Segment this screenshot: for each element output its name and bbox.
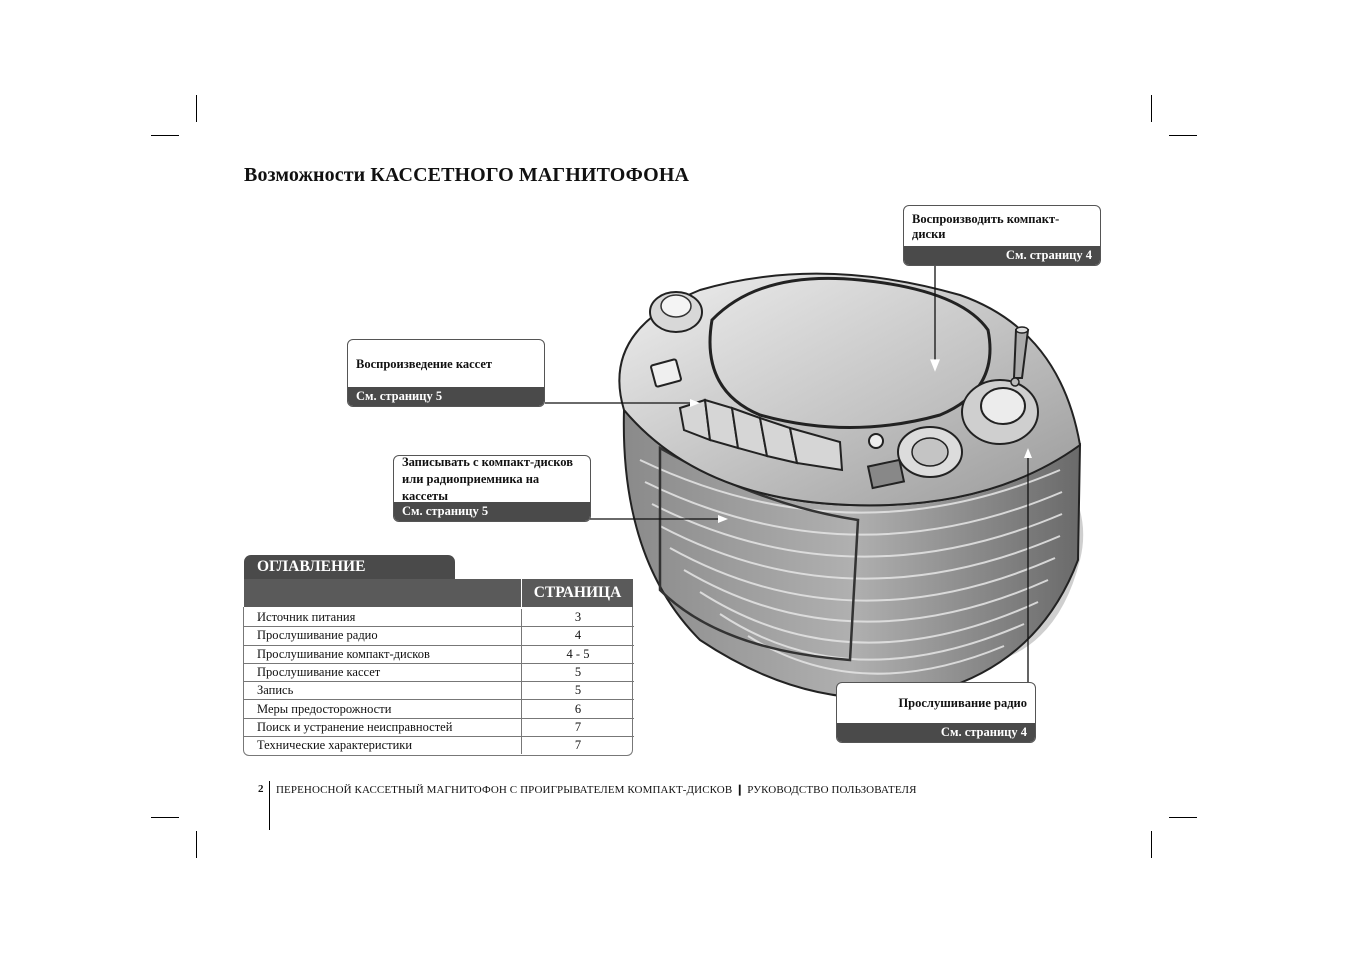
page-number: 2 bbox=[258, 783, 264, 795]
toc-item-page: 7 bbox=[522, 718, 635, 736]
toc-column-header: СТРАНИЦА bbox=[521, 579, 633, 607]
toc-item-page: 5 bbox=[522, 682, 635, 700]
cd-lid bbox=[710, 278, 990, 427]
toc-item-name: Прослушивание кассет bbox=[244, 663, 522, 681]
toc-item-name: Технические характеристики bbox=[244, 737, 522, 755]
toc-row bbox=[244, 700, 634, 718]
toc-item-page: 3 bbox=[522, 609, 635, 627]
toc-item-page: 7 bbox=[574, 738, 582, 753]
toc-table bbox=[244, 609, 634, 754]
toc-row bbox=[244, 609, 634, 627]
toc-item-page: 5 bbox=[522, 663, 635, 681]
callout-title-line: или радиоприемника на кассеты bbox=[402, 471, 540, 503]
callout-cassette-play bbox=[347, 339, 545, 407]
page-title: Возможности КАССЕТНОГО МАГНИТОФОНА bbox=[244, 164, 690, 186]
toc-item-page: 4 bbox=[522, 627, 635, 645]
toc-row bbox=[244, 663, 634, 681]
toc-row bbox=[244, 627, 634, 645]
toc-item-name: Источник питания bbox=[244, 609, 522, 627]
toc-item-name: Поиск и устранение неисправностей bbox=[244, 718, 522, 736]
callout-title: Воспроизводить компакт-диски bbox=[912, 212, 1060, 241]
callout-page-ref: См. страницу 5 bbox=[348, 387, 544, 406]
toc-row bbox=[244, 718, 634, 736]
footer-divider bbox=[269, 781, 270, 830]
toc-item-name: Меры предосторожности bbox=[244, 700, 522, 718]
toc-item-page: 4 - 5 bbox=[522, 645, 635, 663]
callout-radio bbox=[836, 682, 1036, 743]
callout-page-ref: См. страницу 4 bbox=[837, 723, 1035, 742]
toc-item-name: Прослушивание компакт-дисков bbox=[244, 645, 522, 663]
small-button bbox=[869, 434, 883, 448]
callout-page-ref: См. страницу 4 bbox=[904, 246, 1100, 265]
toc-row bbox=[244, 737, 634, 755]
toc-item-name: Прослушивание радио bbox=[244, 627, 522, 645]
toc-tab: ОГЛАВЛЕНИЕ bbox=[244, 555, 455, 579]
toc-row bbox=[244, 645, 634, 663]
toc-item-name: Запись bbox=[244, 682, 522, 700]
callout-title: Воспроизведение кассет bbox=[356, 356, 493, 371]
callout-title: Прослушивание радио bbox=[898, 695, 1027, 710]
callout-title-line: Записывать с компакт-дисков bbox=[402, 455, 573, 469]
footer-text: ПЕРЕНОСНОЙ КАССЕТНЫЙ МАГНИТОФОН С ПРОИГРЫВАТЕЛЕМ КОМПАКТ-ДИСКОВ ❙ РУКОВОДСТВО ПОЛЬЗОВАТЕЛЯ bbox=[276, 784, 917, 796]
callout-recording bbox=[393, 455, 591, 522]
callout-cd-play bbox=[903, 205, 1101, 266]
toc-item-page: 6 bbox=[522, 700, 635, 718]
callout-page-ref: См. страницу 5 bbox=[394, 502, 590, 521]
toc-row bbox=[244, 682, 634, 700]
